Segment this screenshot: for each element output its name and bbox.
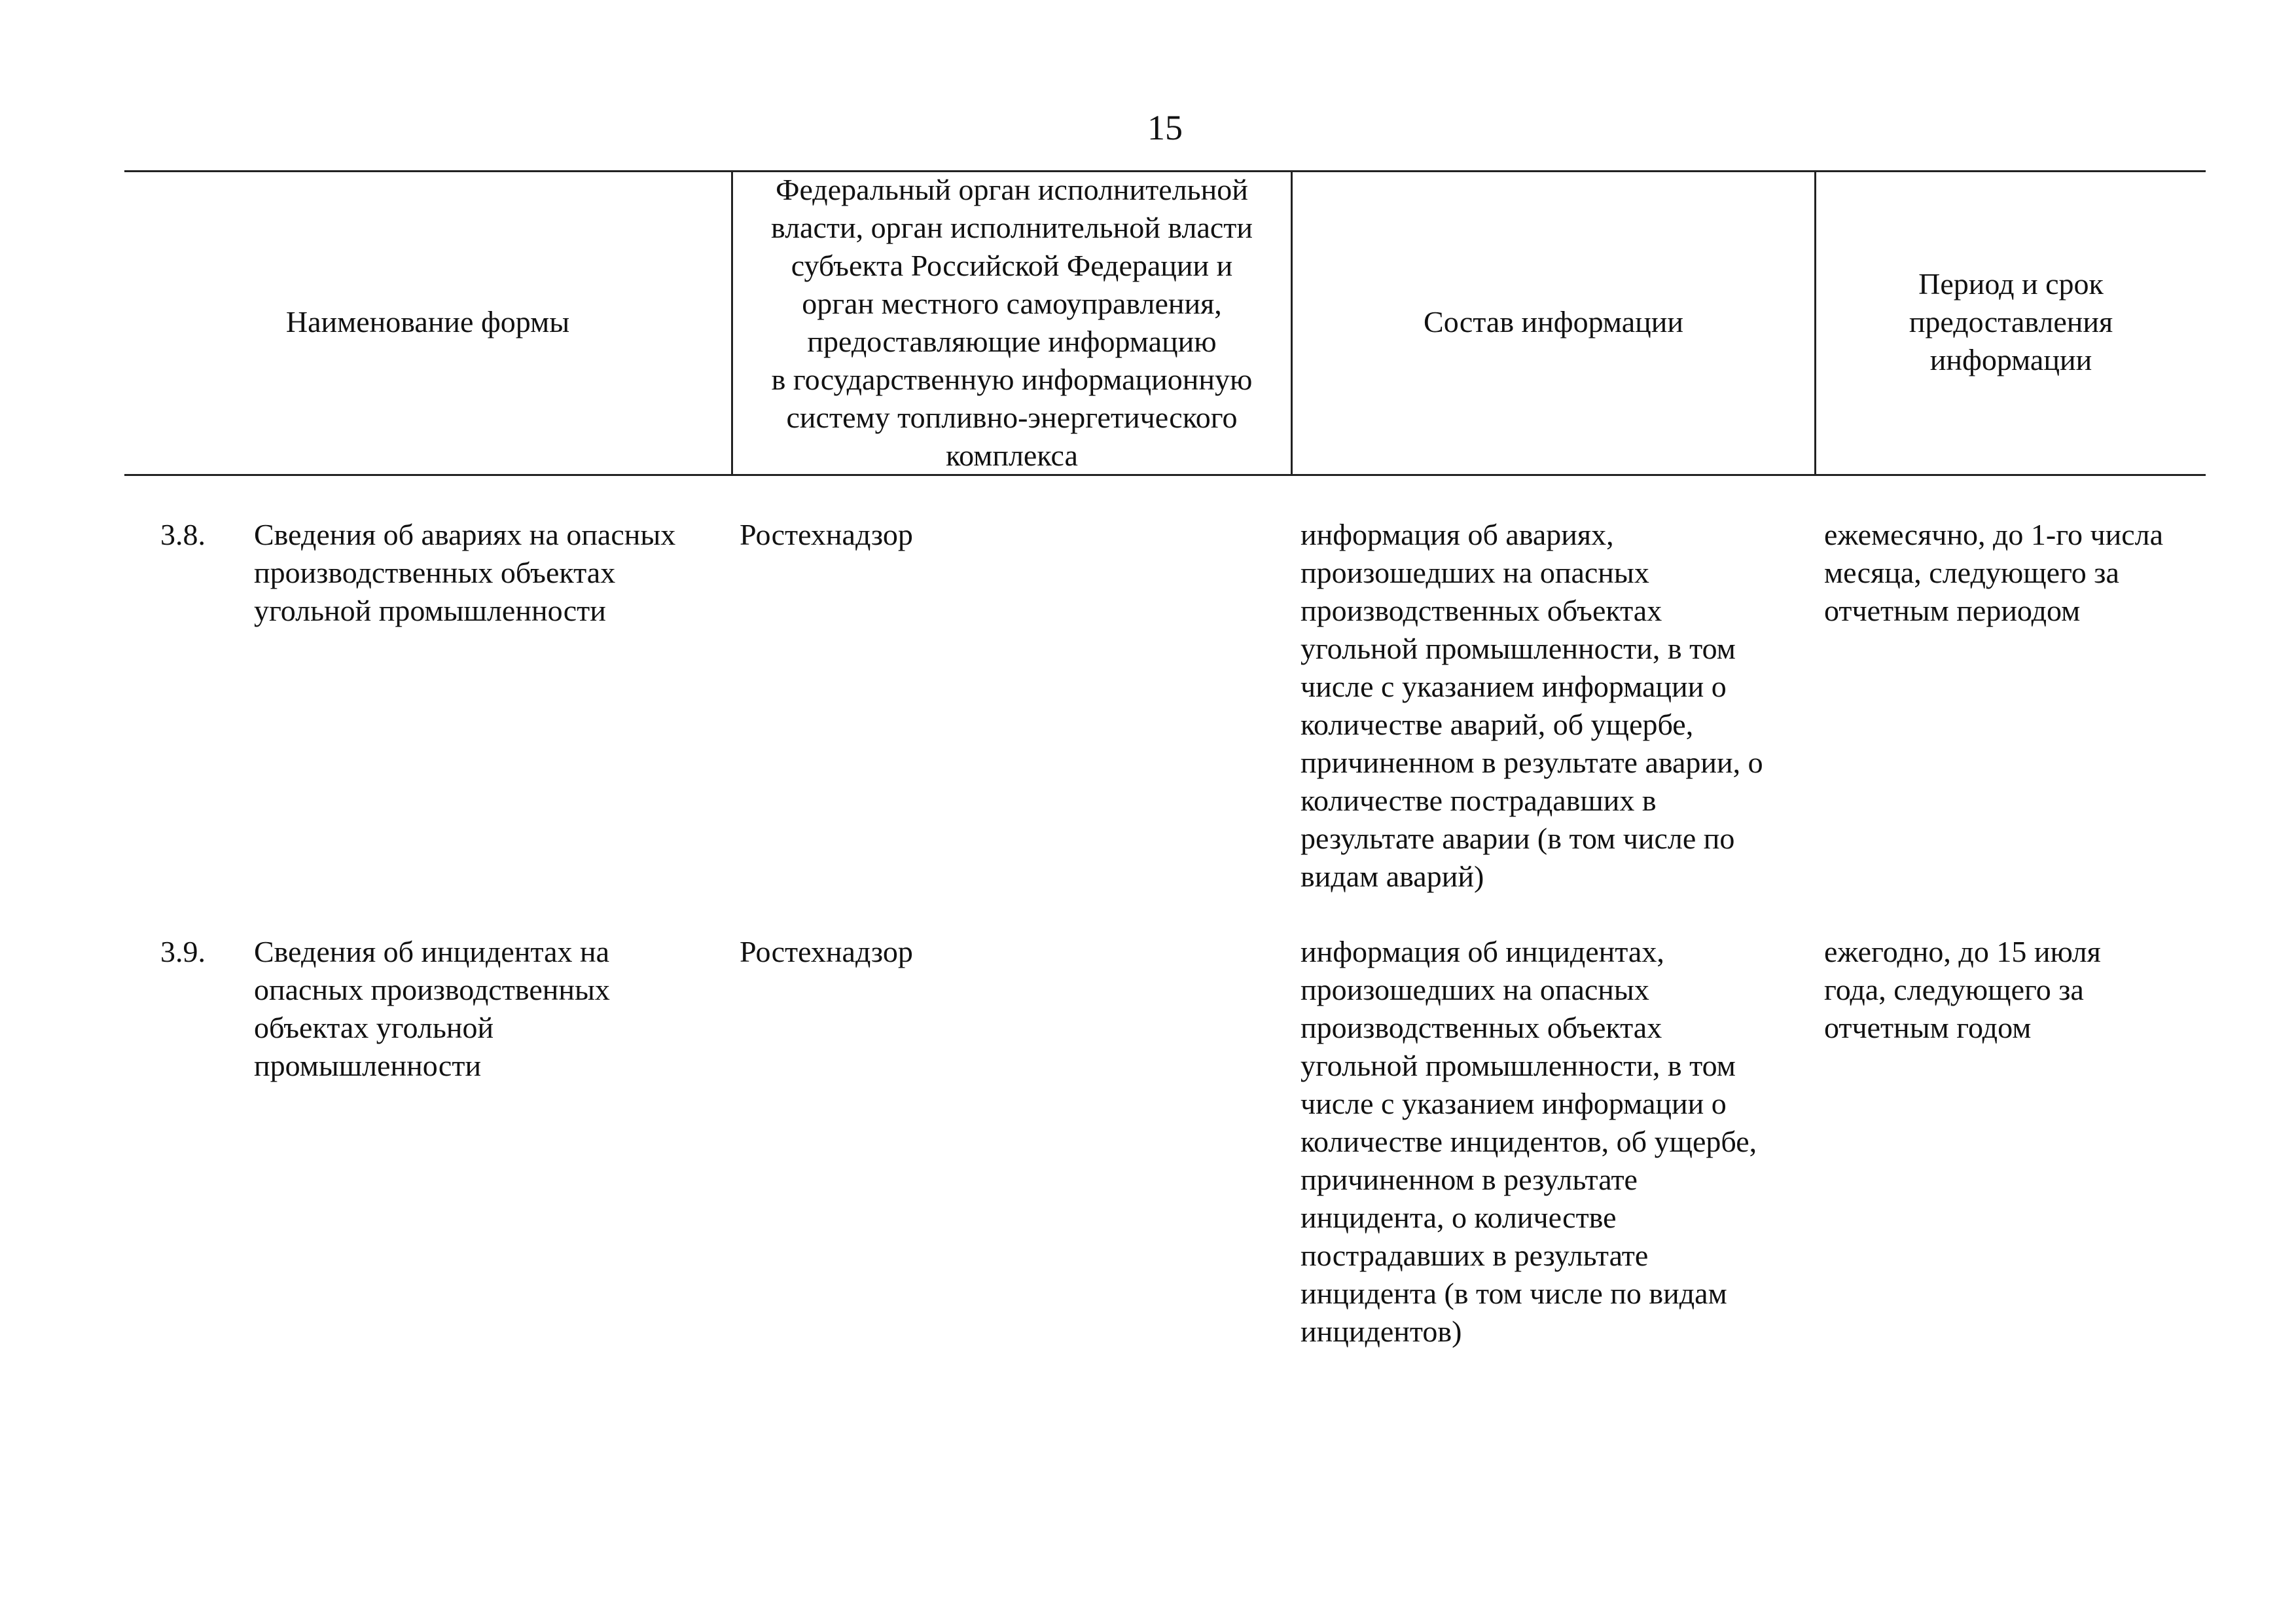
header-authority-line: предоставляющие информацию (807, 325, 1217, 358)
row-3-8-authority: Ростехнадзор (740, 518, 913, 551)
row-3-9-number: 3.9. (160, 935, 206, 968)
row-3-9-authority: Ростехнадзор (740, 935, 913, 968)
row-3-9-period: ежегодно, до 15 июля года, следующего за отчетным годом (1824, 935, 2101, 1044)
header-form-name: Наименование формы (285, 305, 570, 338)
header-info: Состав информации (1424, 305, 1683, 338)
header-period-line: Период и срок (1918, 267, 2104, 301)
header-period (1816, 172, 2206, 473)
header-period-line: предоставления (1909, 305, 2113, 338)
header-bottom-rule (124, 474, 2206, 476)
row-3-8-number: 3.8. (160, 518, 206, 551)
header-period-line: информации (1929, 343, 2092, 376)
header-authority-line: систему топливно-энергетического (786, 401, 1238, 434)
header-authority-line: власти, орган исполнительной власти (770, 211, 1253, 244)
row-3-9-form-name: Сведения об инцидентах на опасных производственных объектах угольной промышленности (254, 935, 610, 1082)
page-number: 15 (1147, 108, 1183, 147)
header-authority-line: субъекта Российской Федерации и (791, 249, 1233, 282)
header-authority-line: в государственную информационную (771, 363, 1253, 396)
row-3-8-form-name: Сведения об авариях на опасных производственных объектах угольной промышленности (254, 518, 676, 627)
header-authority (733, 172, 1291, 473)
row-3-8-period: ежемесячно, до 1-го числа месяца, следующего за отчетным периодом (1824, 518, 2163, 627)
header-authority-line: комплекса (946, 439, 1078, 472)
header-authority-line: орган местного самоуправления, (802, 287, 1222, 320)
header-authority-line: Федеральный орган исполнительной (776, 173, 1248, 206)
row-3-8-info: информация об авариях, произошедших на опасных производственных объектах угольной промышленности, в том числе с указанием информации о количестве аварий, об ущербе, причиненном в результате аварии, о количестве пострадавших в результате аварии (в том числе по видам аварий) (1300, 518, 1763, 893)
row-3-9-info: информация об инцидентах, произошедших на опасных производственных объектах угольной промышленности, в том числе с указанием информации о количестве инцидентов, об ущербе, причиненном в результате инцидента, о количестве пострадавших в результате инцидента (в том числе по видам инцидентов) (1300, 935, 1757, 1348)
